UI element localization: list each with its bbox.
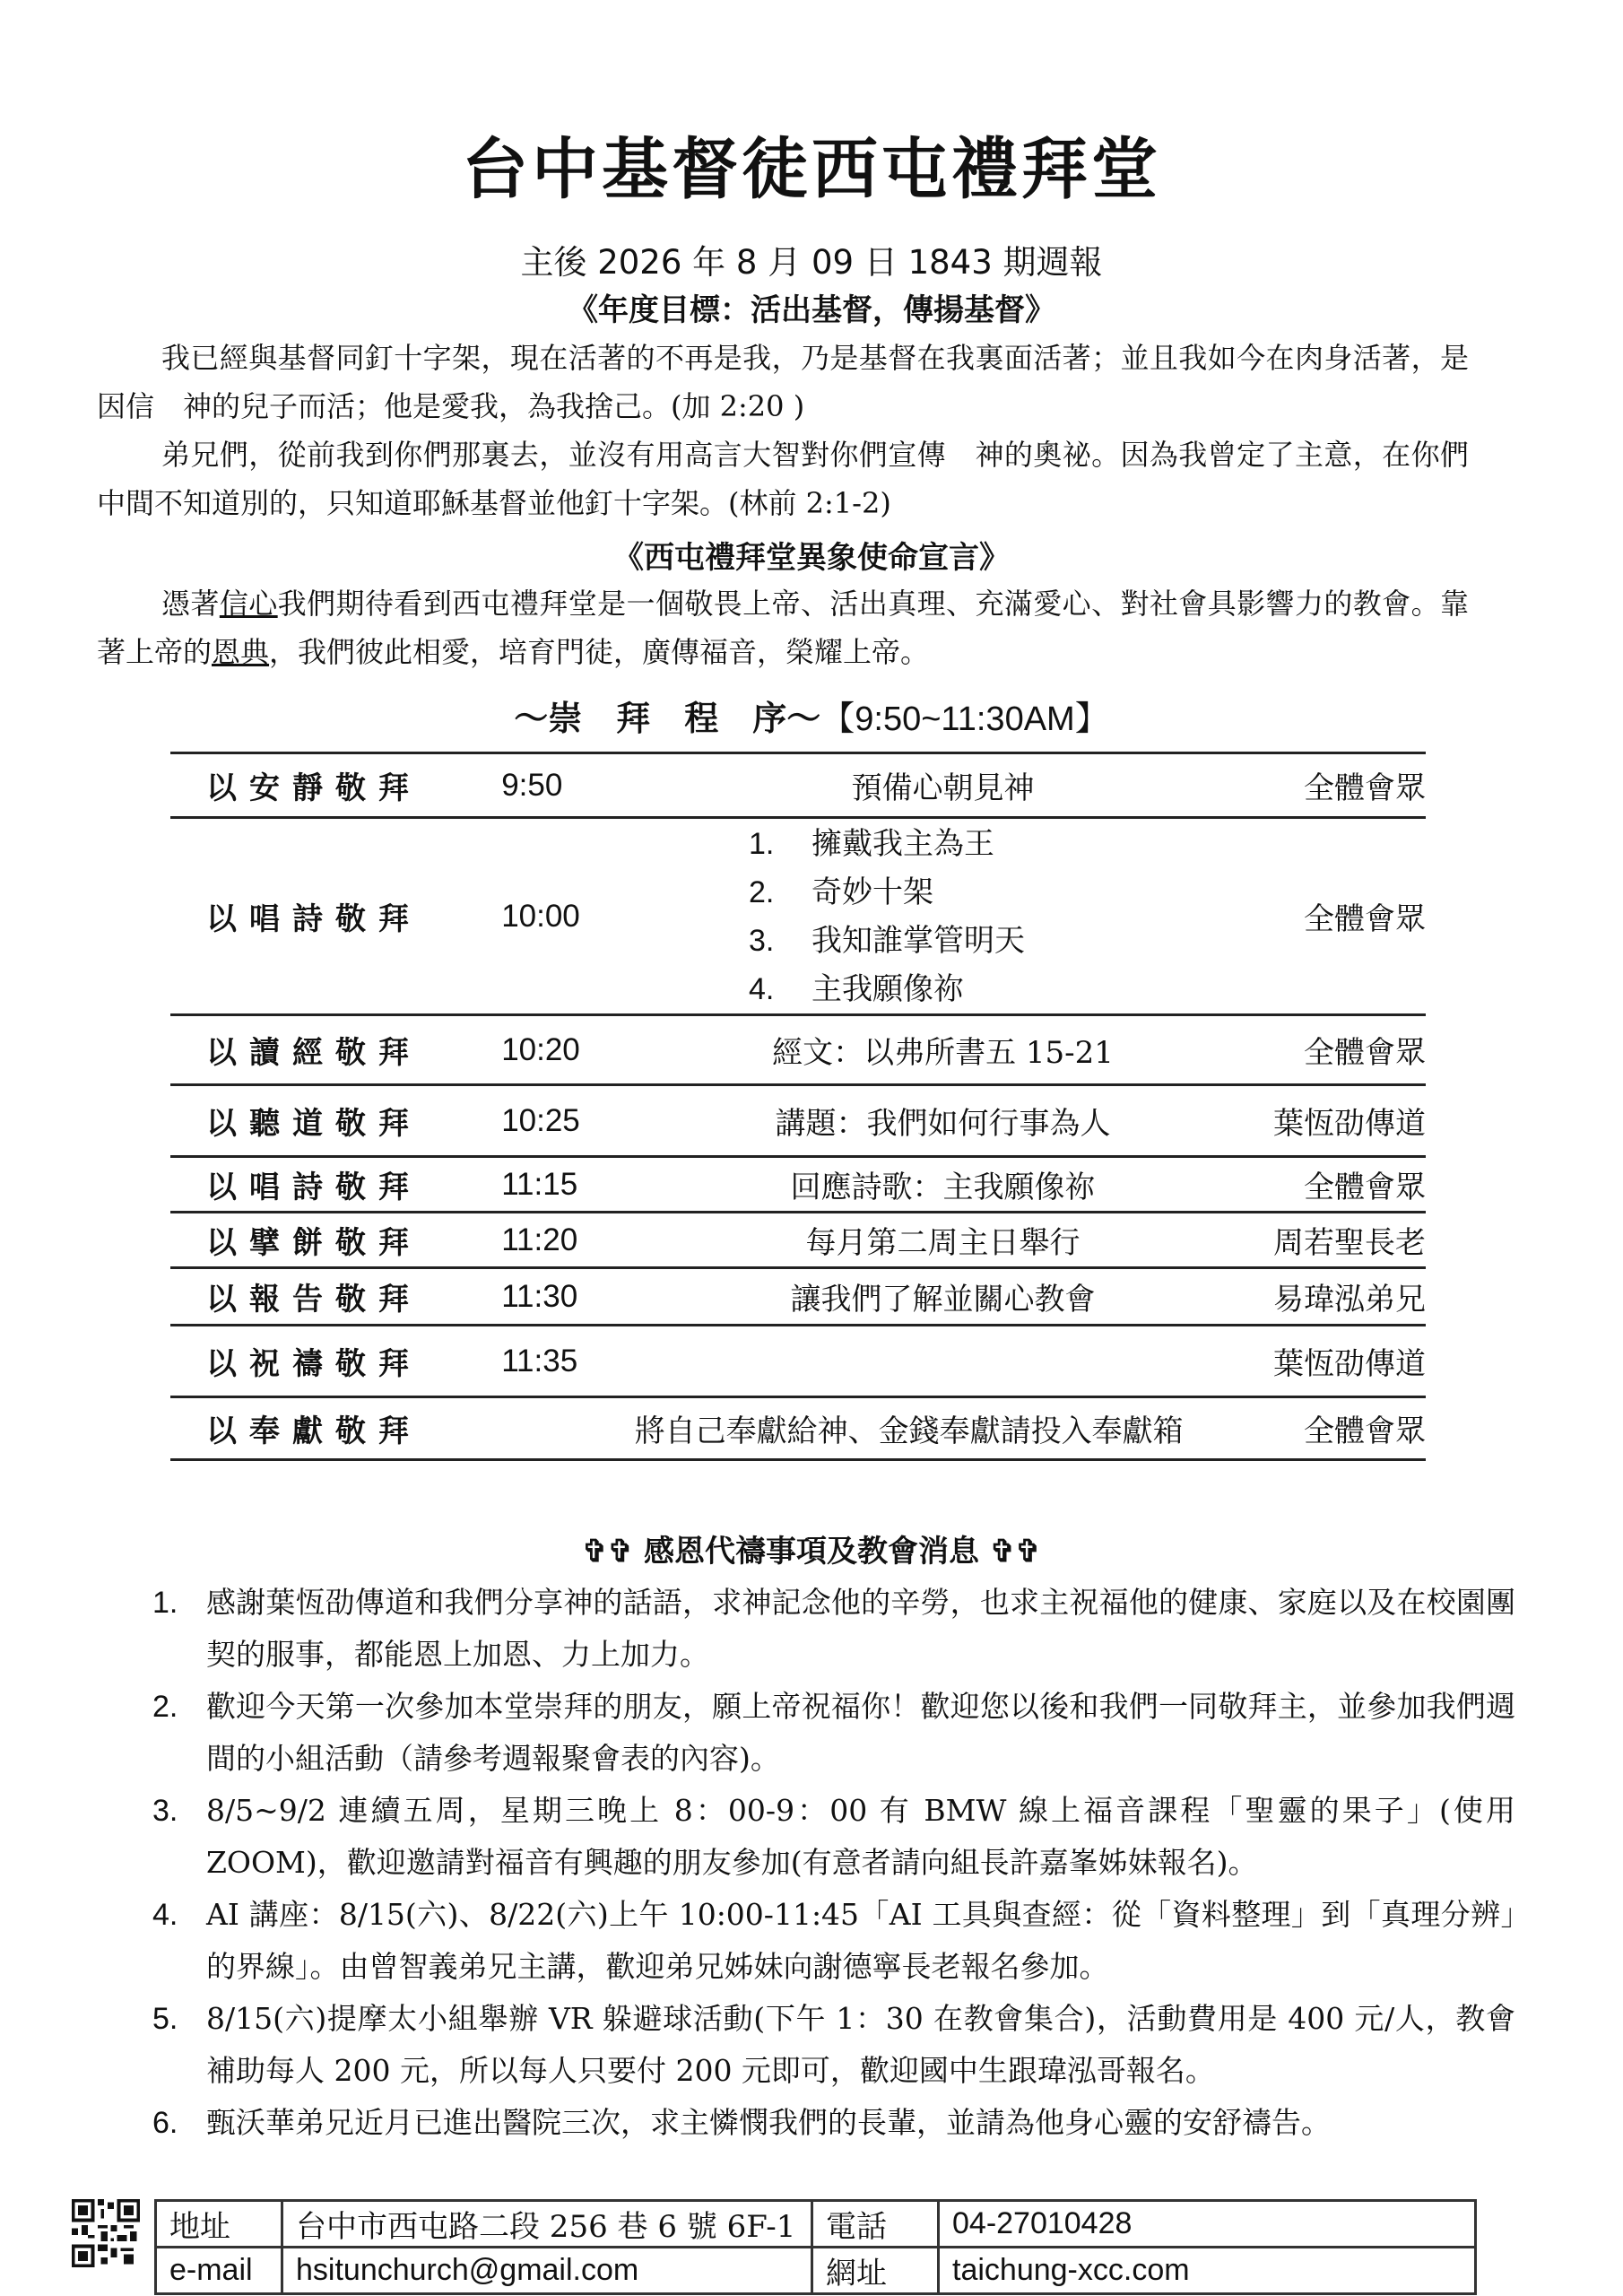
order-item-name: 以聽道敬拜 <box>206 1106 421 1142</box>
annual-goal-heading: 《年度目標：活出基督，傳揚基督》 <box>568 292 1055 328</box>
order-item-person: 全體會眾 <box>1304 1035 1426 1071</box>
order-row <box>170 1268 1426 1326</box>
news-item: 1. 感謝葉恆劭傳道和我們分享神的話語，求神記念他的辛勞，也求主祝福他的健康、家庭以及在校園團契的服事，都能恩上加恩、力上加力。 <box>152 1585 1515 1672</box>
order-item-time: 10:00 <box>501 898 580 934</box>
email-value[interactable]: hsitunchurch@gmail.com <box>282 2248 812 2294</box>
order-row <box>170 818 1426 1015</box>
order-item-time: 11:30 <box>501 1278 578 1314</box>
news-list <box>152 1577 1515 2149</box>
order-item-content: 將自己奉獻給神、金錢奉獻請投入奉獻箱 <box>634 1413 1184 1449</box>
order-item-content: 預備心朝見神 <box>851 770 1035 806</box>
vision-heading: 《西屯禮拜堂異象使命宣言》 <box>613 540 1010 576</box>
news-item: 5. 8/15(六)提摩太小組舉辦 VR 躲避球活動(下午 1：30 在教會集合)，活動費用是 400 元/人，教會補助每人 200 元，所以每人只要付 200 元即可，歡迎國中生跟瑋泓哥報名。 <box>152 2001 1515 2088</box>
worship-order-title <box>0 691 1623 740</box>
order-item-content: 講題：我們如何行事為人 <box>775 1106 1111 1142</box>
song-item: 1. 擁戴我主為王 <box>749 825 995 862</box>
order-item-time: 11:35 <box>501 1343 578 1378</box>
song-list-cell <box>677 818 1209 1015</box>
order-item-content: 經文：以弗所書五 15-21 <box>772 1035 1114 1071</box>
order-item-person: 易瑋泓弟兄 <box>1273 1282 1426 1318</box>
order-item-name: 以唱詩敬拜 <box>206 1170 421 1205</box>
order-row <box>170 1397 1426 1460</box>
song-item: 2. 奇妙十架 <box>749 874 934 910</box>
order-item-person: 葉恆劭傳道 <box>1273 1106 1426 1142</box>
bulletin-subtitle: 主後 2026 年 8 月 09 日 1843 期週報 <box>520 243 1103 282</box>
order-item-time: 10:20 <box>501 1031 580 1067</box>
order-item-time: 9:50 <box>501 767 563 803</box>
news-heading: ✞✞ 感恩代禱事項及教會消息 ✞✞ <box>582 1534 1041 1570</box>
order-item-time: 10:25 <box>501 1102 580 1138</box>
order-item-person: 葉恆劭傳道 <box>1273 1346 1426 1382</box>
qr-code-icon <box>72 2199 140 2267</box>
order-item-name: 以擘餅敬拜 <box>206 1225 421 1261</box>
order-item-person: 全體會眾 <box>1304 1413 1426 1449</box>
order-item-time: 11:20 <box>501 1222 578 1257</box>
worship-order-table <box>170 752 1426 1461</box>
order-item-name: 以安靜敬拜 <box>206 770 421 806</box>
order-item-content: 讓我們了解並關心教會 <box>790 1282 1096 1318</box>
order-row <box>170 1326 1426 1397</box>
order-item-person: 全體會眾 <box>1304 901 1426 937</box>
annual-goal-verse-2: 弟兄們，從前我到你們那裏去，並沒有用高言大智對你們宣傳 神的奧祕。因為我曾定了主意，在你們中間不知道別的，只知道耶穌基督並他釘十字架。(林前 2:1-2) <box>97 438 1469 520</box>
order-row <box>170 1157 1426 1213</box>
news-item: 3. 8/5~9/2 連續五周，星期三晚上 8：00-9：00 有 BMW 線上福音課程「聖靈的果子」(使用 ZOOM)，歡迎邀請對福音有興趣的朋友參加(有意者請向組長許嘉峯姊妹報名)。 <box>152 1793 1515 1880</box>
vision-statement: 憑著信心我們期待看到西屯禮拜堂是一個敬畏上帝、活出真理、充滿愛心、對社會具影響力的教會。靠著上帝的恩典，我們彼此相愛，培育門徒，廣傳福音，榮耀上帝。 <box>97 587 1469 669</box>
page-title: 台中基督徒西屯禮拜堂 <box>462 131 1161 208</box>
song-list <box>677 820 1209 1013</box>
news-item: 2. 歡迎今天第一次參加本堂崇拜的朋友，願上帝祝福你！歡迎您以後和我們一同敬拜主，並參加我們週間的小組活動（請參考週報聚會表的內容)。 <box>152 1689 1515 1776</box>
address-label: 地址 <box>156 2201 282 2248</box>
order-item-person: 全體會眾 <box>1304 1170 1426 1205</box>
order-item-name: 以唱詩敬拜 <box>206 901 421 937</box>
address-value: 台中市西屯路二段 256 巷 6 號 6F-1 <box>282 2201 812 2248</box>
order-item-content: 回應詩歌：主我願像祢 <box>790 1170 1096 1205</box>
order-row <box>170 1213 1426 1268</box>
phone-value: 04-27010428 <box>939 2201 1476 2248</box>
worship-order-label: ～崇 拜 程 序～ <box>514 698 821 738</box>
phone-label: 電話 <box>812 2201 939 2248</box>
email-label: e-mail <box>156 2248 282 2294</box>
order-item-name: 以奉獻敬拜 <box>206 1413 421 1449</box>
song-item: 4. 主我願像祢 <box>749 970 965 1007</box>
order-item-content <box>677 1326 1209 1397</box>
order-item-name: 以讀經敬拜 <box>206 1035 421 1071</box>
order-item-name: 以報告敬拜 <box>206 1282 421 1318</box>
worship-time-range: 【9:50~11:30AM】 <box>820 700 1109 738</box>
song-item: 3. 我知誰掌管明天 <box>749 922 1026 959</box>
contact-table <box>154 2199 1477 2295</box>
order-row <box>170 1015 1426 1085</box>
order-row <box>170 753 1426 818</box>
website-label: 網址 <box>812 2248 939 2294</box>
website-value[interactable]: taichung-xcc.com <box>939 2248 1476 2294</box>
order-row <box>170 1085 1426 1157</box>
news-item: 6. 甄沃華弟兄近月已進出醫院三次，求主憐憫我們的長輩，並請為他身心靈的安舒禱告。 <box>152 2105 1331 2140</box>
order-item-person: 周若聖長老 <box>1273 1225 1426 1261</box>
news-item: 4. AI 講座：8/15(六)、8/22(六)上午 10:00-11:45「AI 工具與查經：從「資料整理」到「真理分辨」的界線」。由曾智義弟兄主講，歡迎弟兄姊妹向謝德寧長老報名參加。 <box>152 1897 1515 1984</box>
order-item-person: 全體會眾 <box>1304 770 1426 806</box>
order-item-content: 每月第二周主日舉行 <box>805 1225 1081 1261</box>
order-item-time: 11:15 <box>501 1166 578 1202</box>
annual-goal-verse-1: 我已經與基督同釘十字架，現在活著的不再是我，乃是基督在我裏面活著；並且我如今在肉身活著，是因信 神的兒子而活；他是愛我，為我捨己。(加 2:20 ) <box>97 341 1469 423</box>
order-item-name: 以祝禱敬拜 <box>206 1346 421 1382</box>
